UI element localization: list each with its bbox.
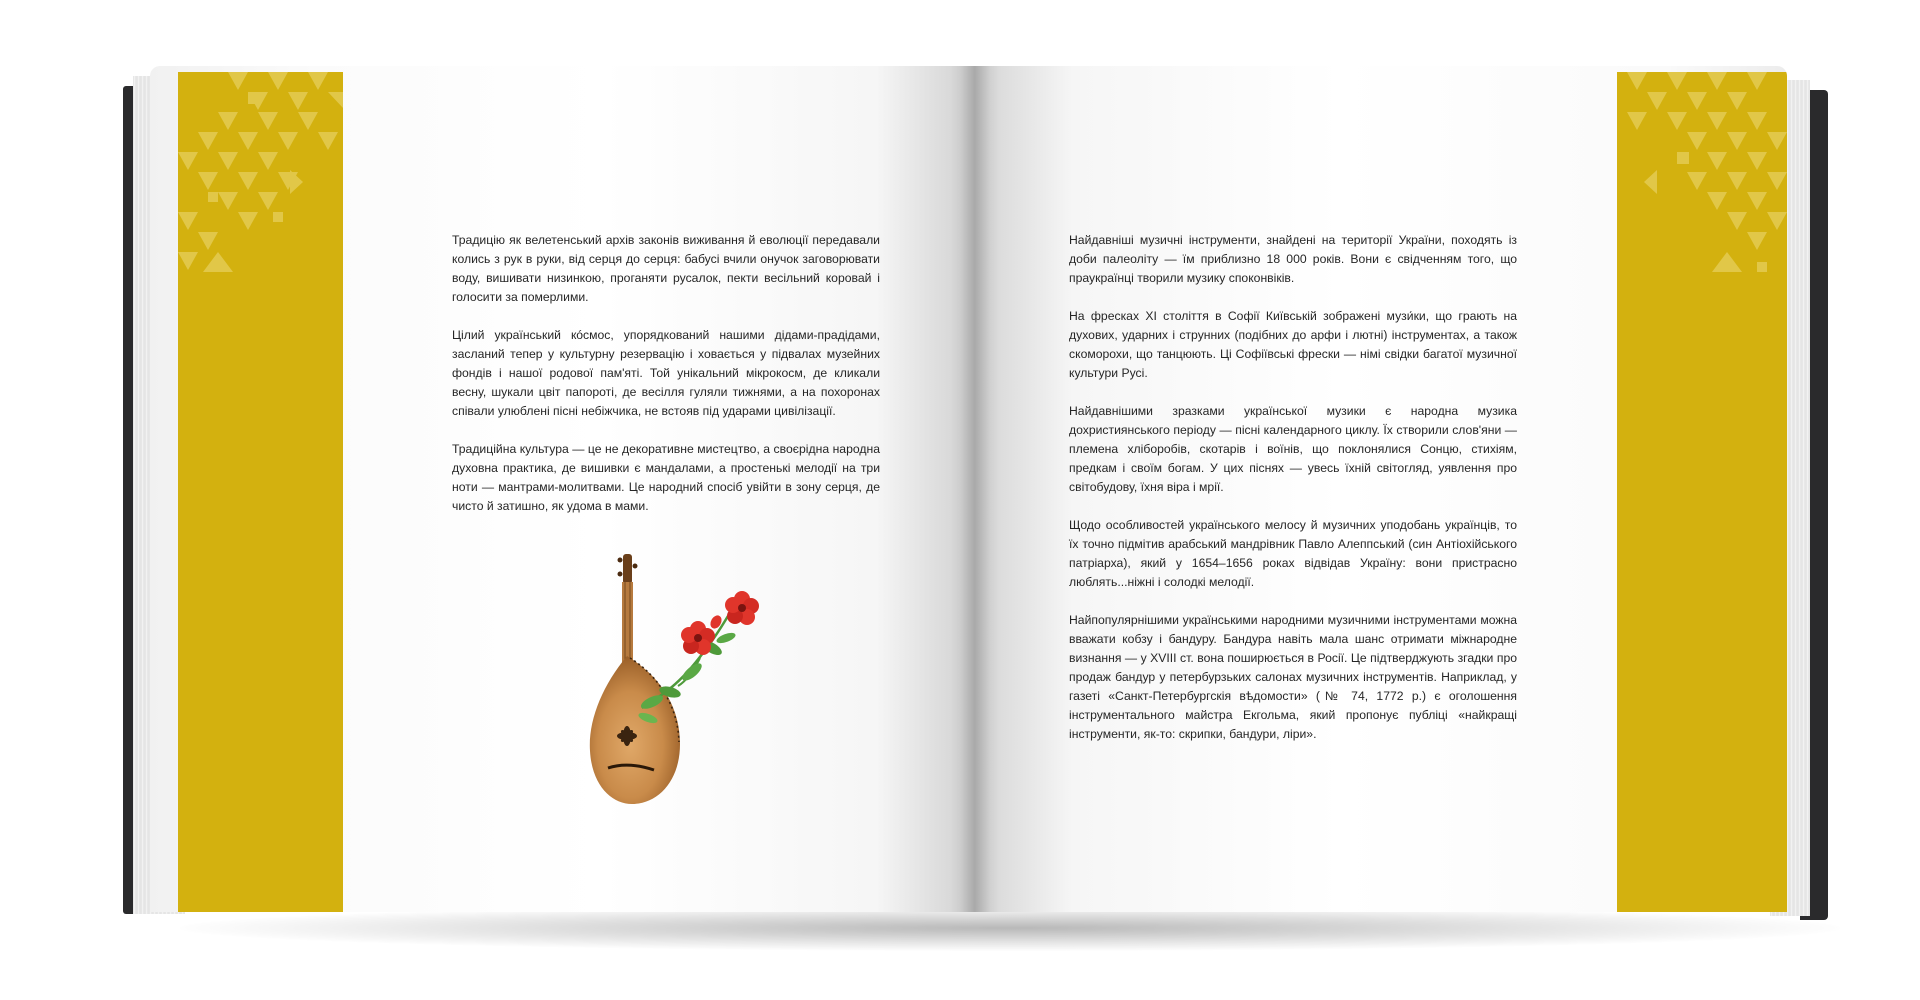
left-paragraph-2: Цілий український кóсмос, упорядкований нашими дідами-прадідами, засланий тепер у культурну резервацію і ховається у підвалах музейних фондів і нашої родової пам'яті. Той унікальний мікрокосм, де кликали весну, шукали цвіт папороті, де весілля гуляли тижнями, а на похоронах співали улюблені пісні небіжчика, не встояв під ударами цивілізації. xyxy=(452,328,880,418)
right-page-text xyxy=(1069,231,1517,763)
right-paragraph-3: Найдавнішими зразками української музики є народна музика дохристиянського періоду — пісні календарного циклу. Їх створили слов'яни — племена хліборобів, скотарів і воїнів, що поклонялися Сонцю, стихіям, предкам і своїм богам. У цих піснях — увесь їхній світогляд, уявлення про світобудову, їхня віра і мрії. xyxy=(1069,404,1517,494)
kobza-illustration xyxy=(580,546,770,826)
left-yellow-band xyxy=(178,72,343,912)
right-paragraph-4: Щодо особливостей українського мелосу й музичних уподобань українців, то їх точно підмітив арабський мандрівник Павло Алеппський (син Антіохійського патріарха), який у 1654–1656 роках відвідав Україну: вони пристрасно люблять...ніжні і солодкі мелодії. xyxy=(1069,518,1517,589)
right-paragraph-2: На фресках XI століття в Софії Київській зображені музи́ки, що грають на духових, ударних і струнних (подібних до арфи і лютні) інструментах, а також скоморохи, що танцюють. Ці Софіївські фрески — німі свідки багатої музичної культури Русі. xyxy=(1069,309,1517,380)
left-page-text xyxy=(452,231,880,535)
left-paragraph-3: Традиційна культура — це не декоративне мистецтво, а своєрідна народна духовна практика, де вишивки є мандалами, а простенькі мелодії на три ноти — мантрами-молитвами. Це народний спосіб увійти в зону серця, де чисто й затишно, як удома в мами. xyxy=(452,442,880,513)
right-paragraph-5: Найпопулярнішими українськими народними музичними інструментами можна вважати кобзу і бандуру. Бандура навіть мала шанс отримати міжнародне визнання — у XVIII ст. вона поширюється в Росії. Це підтверджують згадки про продаж бандур у петербурзьких салонах музичних інструментів. Наприклад, у газеті «Санкт-Петербургскія вѣдомости» (№ 74, 1772 р.) є оголошення інструментального майстра Екгольма, який пропонує публіці «найкращі інструменти, як-то: скрипки, бандури, ліри». xyxy=(1069,613,1517,741)
kobza-with-flowers-icon xyxy=(580,546,770,826)
right-yellow-band xyxy=(1617,72,1787,912)
folk-ornament-icon xyxy=(178,72,343,312)
right-paragraph-1: Найдавніші музичні інструменти, знайдені на території України, походять із доби палеоліту — їм приблизно 18 000 років. Вони є свідченням того, що праукраїнці творили музику споконвіків. xyxy=(1069,233,1517,285)
folk-ornament-icon xyxy=(1617,72,1787,312)
right-page xyxy=(975,66,1787,912)
left-page xyxy=(150,66,975,912)
left-paragraph-1: Традицію як велетенський архів законів виживання й еволюції передавали колись з рук в руки, від серця до серця: бабусі вчили онучок заговорювати воду, вишивати низинкою, проганяти русалок, пекти весільний коровай і голосити за померлими. xyxy=(452,233,880,304)
